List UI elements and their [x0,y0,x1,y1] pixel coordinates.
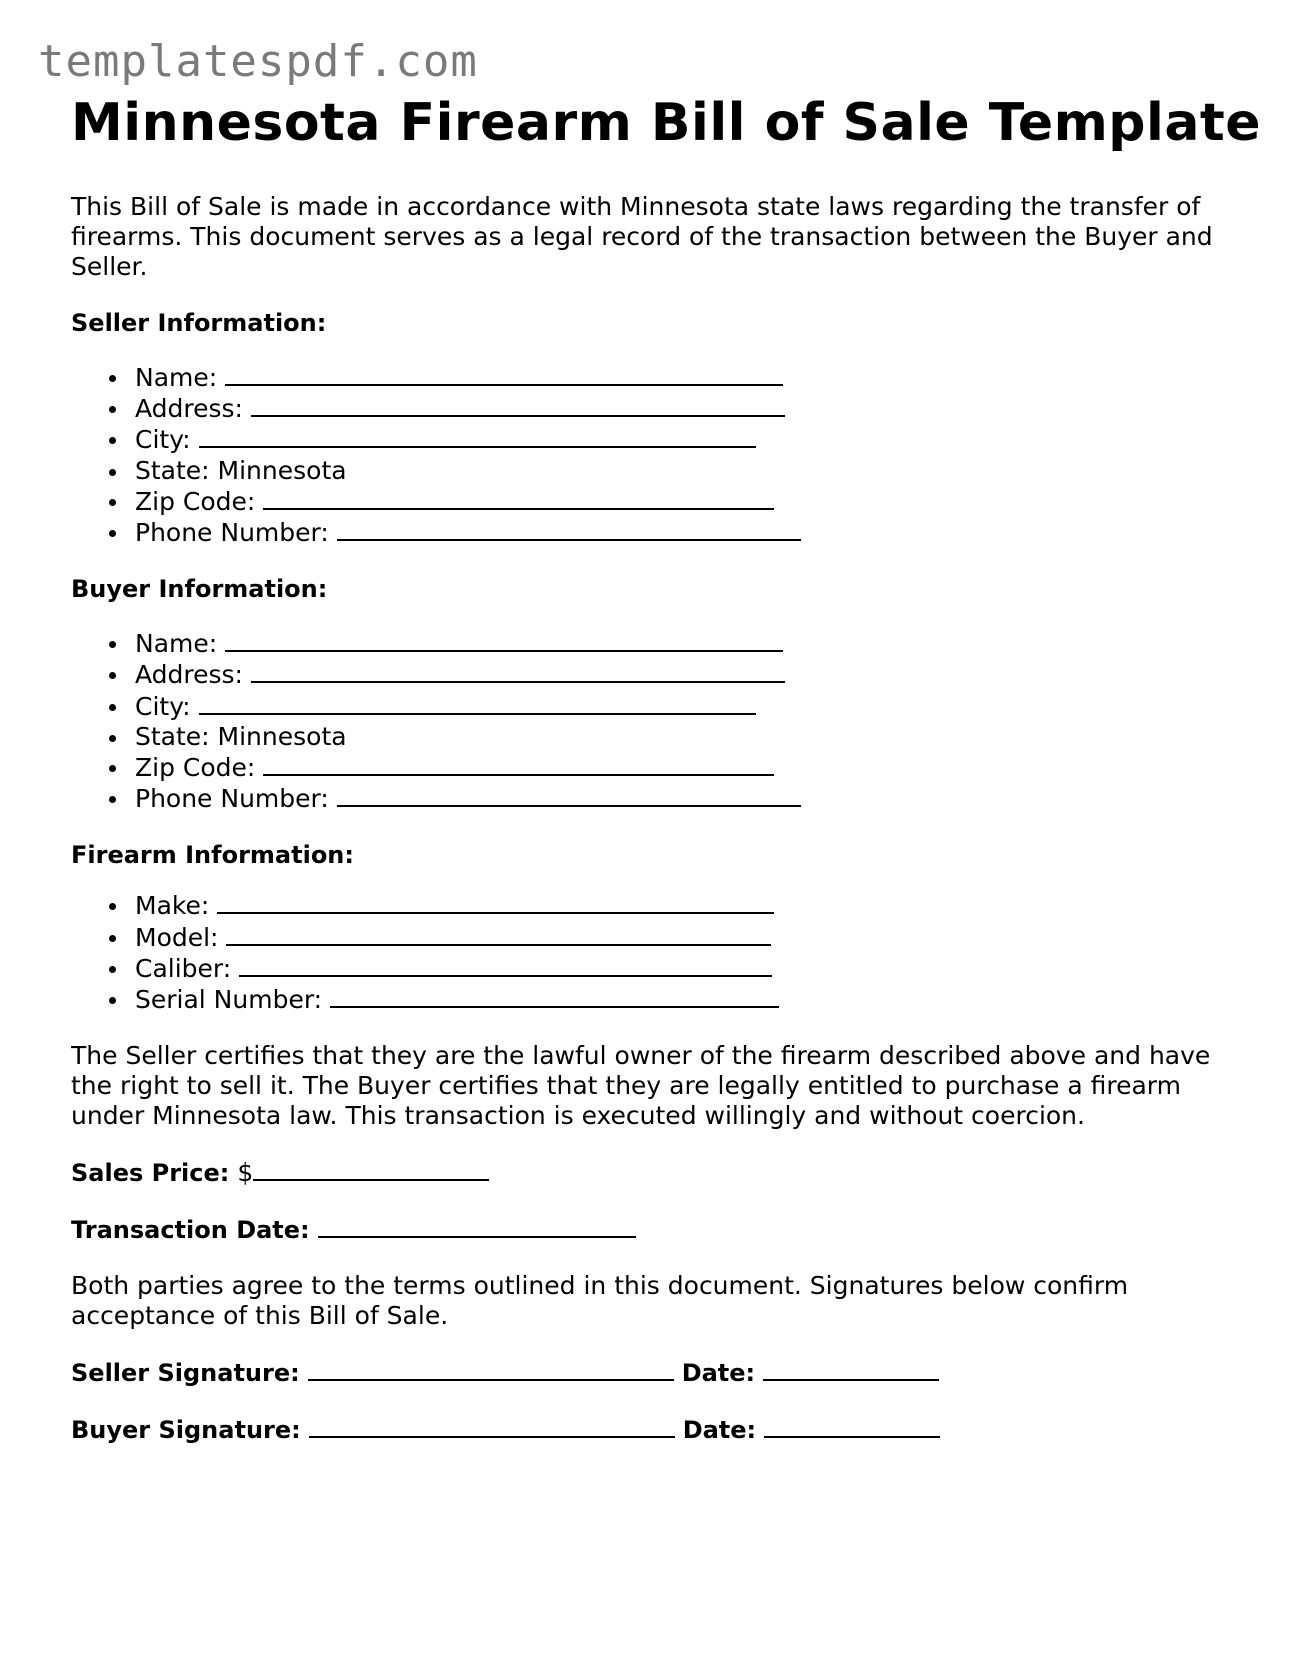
seller-signature-label: Seller Signature: [71,1359,300,1388]
intro-paragraph: This Bill of Sale is made in accordance with Minnesota state laws regarding the transfer of firearms. This document serves as a legal record of the transaction between the Buyer and Seller. [71,192,1213,281]
buyer-name-label: Name: [135,629,218,659]
buyer-phone-field[interactable] [337,783,801,807]
seller-address-field[interactable] [251,393,785,417]
seller-field-list [71,362,1251,548]
firearm-serial-label: Serial Number: [135,985,323,1015]
buyer-address-label: Address: [135,660,243,690]
seller-signature-field[interactable] [308,1357,674,1381]
seller-phone-label: Phone Number: [135,518,329,548]
page-title: Minnesota Firearm Bill of Sale Template [71,93,1262,153]
buyer-phone-item [135,783,1251,814]
firearm-section-heading: Firearm Information: [71,841,354,870]
certification-paragraph: The Seller certifies that they are the lawful owner of the firearm described above and have the right to sell it. The Buyer certifies that they are legally entitled to purchase a firearm under Minnesota law. This transaction is executed willingly and without coercion. [71,1041,1211,1131]
seller-section-heading: Seller Information: [71,309,327,337]
seller-date-label: Date: [681,1359,756,1388]
buyer-state-item [135,722,1251,752]
seller-phone-field[interactable] [337,517,801,541]
firearm-make-item [135,890,1251,921]
buyer-address-field[interactable] [251,659,785,683]
firearm-model-field[interactable] [226,922,771,946]
buyer-state-label: State: Minnesota [135,721,347,751]
seller-signature-line [71,1357,1251,1388]
seller-name-label: Name: [135,363,218,392]
buyer-section-heading: Buyer Information: [71,575,328,604]
seller-city-field[interactable] [199,424,756,448]
closing-paragraph: Both parties agree to the terms outlined in this document. Signatures below confirm acceptance of this Bill of Sale. [71,1271,1129,1331]
firearm-caliber-label: Caliber: [135,953,232,983]
buyer-city-item [135,691,1251,722]
seller-zip-item [135,486,1251,517]
seller-zip-field[interactable] [263,486,774,510]
seller-zip-label: Zip Code: [135,486,256,516]
seller-name-field[interactable] [225,362,783,386]
seller-city-label: City: [135,425,191,455]
firearm-make-label: Make: [135,891,210,921]
buyer-signature-line [71,1414,1251,1445]
buyer-signature-label: Buyer Signature: [71,1416,301,1445]
buyer-signature-field[interactable] [309,1414,675,1438]
transaction-date-label: Transaction Date: [71,1216,310,1245]
buyer-name-field[interactable] [225,628,783,652]
seller-address-label: Address: [135,394,243,424]
buyer-phone-label: Phone Number: [135,784,329,814]
firearm-serial-item [135,984,1251,1015]
seller-state-item [135,456,1251,486]
firearm-caliber-item [135,953,1251,984]
firearm-model-label: Model: [135,922,219,952]
transaction-date-field[interactable] [318,1214,636,1238]
sales-price-label: Sales Price: [71,1159,230,1188]
seller-date-field[interactable] [763,1357,939,1381]
buyer-zip-item [135,752,1251,783]
sales-price-field[interactable] [253,1157,489,1181]
seller-name-item [135,362,1251,393]
seller-address-item [135,393,1251,424]
seller-phone-item [135,517,1251,548]
document-body [71,88,1262,1445]
buyer-name-item [135,628,1251,659]
buyer-zip-label: Zip Code: [135,753,256,783]
buyer-zip-field[interactable] [263,752,774,776]
seller-state-label: State: Minnesota [135,455,347,485]
seller-city-item [135,424,1251,455]
firearm-caliber-field[interactable] [239,953,772,977]
buyer-date-label: Date: [682,1416,757,1445]
firearm-serial-field[interactable] [330,984,779,1008]
buyer-field-list [71,628,1251,814]
sales-price-line [71,1157,1251,1188]
currency-symbol: $ [237,1158,254,1188]
firearm-model-item [135,922,1251,953]
buyer-address-item [135,659,1251,690]
buyer-city-field[interactable] [199,691,756,715]
watermark: templatespdf.com [38,36,478,87]
buyer-city-label: City: [135,691,191,721]
transaction-date-line [71,1214,1251,1245]
firearm-field-list [71,890,1251,1015]
buyer-date-field[interactable] [764,1414,940,1438]
firearm-make-field[interactable] [217,890,774,914]
